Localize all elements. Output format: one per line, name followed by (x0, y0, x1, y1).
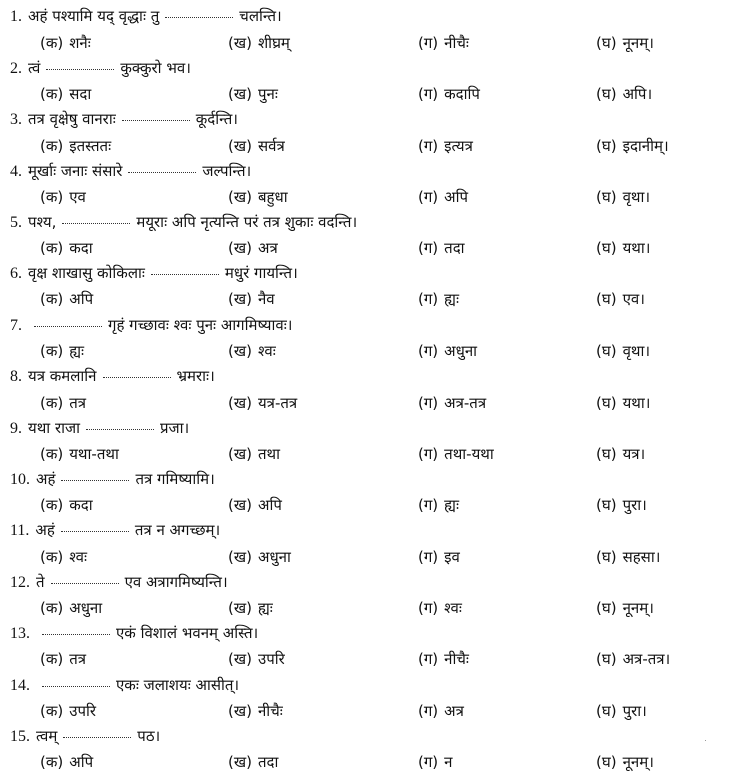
option-kha[interactable] (228, 749, 278, 775)
options-row-14 (0, 698, 744, 724)
option-gha[interactable] (596, 81, 652, 107)
option-text: तथा-यथा (444, 445, 494, 463)
option-text: बहुधा (257, 188, 288, 206)
option-gha[interactable] (596, 544, 660, 570)
option-label: (क) (40, 599, 64, 617)
answer-blank (122, 110, 190, 121)
option-ga[interactable] (418, 646, 469, 672)
option-text: तत्र (69, 650, 87, 668)
option-ka[interactable] (40, 492, 93, 518)
option-label: (ग) (418, 394, 439, 412)
option-ka[interactable] (40, 338, 84, 364)
question-number: 4. (10, 163, 22, 180)
option-kha[interactable] (228, 441, 280, 467)
option-label: (घ) (596, 34, 617, 52)
options-row-11 (0, 544, 744, 570)
question-text-before: पश्य, (28, 213, 57, 231)
option-text: नूनम्। (622, 599, 654, 617)
option-text: सहसा। (622, 548, 661, 566)
option-ga[interactable] (418, 81, 480, 107)
option-label: (घ) (596, 290, 617, 308)
option-text: पुरा। (622, 702, 647, 720)
option-kha[interactable] (228, 390, 297, 416)
option-text: अत्र-तत्र (444, 394, 487, 412)
option-label: (ग) (418, 445, 439, 463)
options-row-8 (0, 390, 744, 416)
option-ga[interactable] (418, 184, 468, 210)
options-row-15 (0, 749, 744, 775)
option-label: (ग) (418, 342, 439, 360)
question-number: 9. (10, 420, 22, 437)
option-kha[interactable] (228, 235, 278, 261)
question-number: 8. (10, 368, 22, 385)
question-number: 3. (10, 111, 22, 128)
option-label: (ख) (228, 445, 252, 463)
option-text: कदा (69, 496, 93, 514)
question-text-before: मूर्खाः जनाः संसारे (28, 162, 123, 180)
question-text-after: एकं विशालं भवनम् अस्ति। (116, 624, 259, 642)
option-text: एव (69, 188, 86, 206)
question-text-after: एकः जलाशयः आसीत्। (116, 676, 240, 694)
option-label: (ग) (418, 548, 439, 566)
option-text: अत्र (444, 702, 464, 720)
answer-blank (42, 676, 110, 687)
option-text: कदा (69, 239, 93, 257)
question-text-after: मधुरं गायन्ति। (224, 264, 298, 282)
option-text: इव (444, 548, 460, 566)
option-text: उपरि (69, 702, 96, 720)
answer-blank (34, 316, 102, 327)
option-label: (घ) (596, 342, 617, 360)
option-text: नीचैः (444, 34, 469, 52)
option-label: (घ) (596, 548, 617, 566)
option-text: यत्र-तत्र (257, 394, 298, 412)
options-row-13 (0, 646, 744, 672)
question-15 (10, 723, 160, 749)
option-label: (क) (40, 290, 64, 308)
option-label: (ग) (418, 85, 439, 103)
question-text-before: ते (36, 573, 45, 591)
question-number: 2. (10, 60, 22, 77)
option-ka[interactable] (40, 749, 93, 775)
option-label: (घ) (596, 753, 617, 771)
option-ga[interactable] (418, 338, 477, 364)
option-label: (ग) (418, 753, 439, 771)
option-kha[interactable] (228, 492, 282, 518)
question-number: 14. (10, 677, 30, 694)
option-text: वृथा। (622, 188, 651, 206)
options-row-7 (0, 338, 744, 364)
option-label: (क) (40, 85, 64, 103)
option-kha[interactable] (228, 338, 276, 364)
option-label: (ग) (418, 702, 439, 720)
option-label: (ख) (228, 753, 252, 771)
question-number: 6. (10, 265, 22, 282)
option-gha[interactable] (596, 749, 654, 775)
option-text: नूनम्। (622, 753, 654, 771)
question-text-before: त्वम् (36, 727, 58, 745)
option-gha[interactable] (596, 184, 650, 210)
option-gha[interactable] (596, 595, 654, 621)
option-label: (घ) (596, 137, 617, 155)
question-6 (10, 260, 298, 286)
option-label: (ख) (228, 548, 252, 566)
option-label: (ख) (228, 137, 252, 155)
question-7 (10, 312, 292, 338)
option-label: (ख) (228, 34, 252, 52)
question-text-after: कूर्दन्ति। (195, 110, 238, 128)
question-text-after: प्रजा। (159, 419, 190, 437)
options-row-9 (0, 441, 744, 467)
answer-blank (51, 573, 119, 584)
option-label: (क) (40, 137, 64, 155)
question-text-before: तत्र वृक्षेषु वानराः (28, 110, 116, 128)
option-label: (क) (40, 34, 64, 52)
options-row-4 (0, 184, 744, 210)
option-kha[interactable] (228, 133, 285, 159)
option-text: नैव (257, 290, 275, 308)
option-text: वृथा। (622, 342, 651, 360)
option-text: यथा-तथा (69, 445, 119, 463)
question-text-before: त्वं (28, 59, 41, 77)
option-text: अपि। (622, 85, 653, 103)
option-text: अपि (444, 188, 469, 206)
options-row-12 (0, 595, 744, 621)
question-text-after: कुक्कुरो भव। (120, 59, 191, 77)
option-gha[interactable] (596, 286, 645, 312)
option-gha[interactable] (596, 235, 650, 261)
option-kha[interactable] (228, 698, 283, 724)
option-label: (ख) (228, 599, 252, 617)
option-text: यत्र। (622, 445, 646, 463)
option-text: ह्यः (444, 290, 459, 308)
option-text: श्वः (69, 548, 87, 566)
option-text: सर्वत्र (257, 137, 285, 155)
option-label: (घ) (596, 239, 617, 257)
option-gha[interactable] (596, 30, 654, 56)
option-ga[interactable] (418, 749, 452, 775)
option-label: (घ) (596, 496, 617, 514)
question-number: 13. (10, 625, 30, 642)
option-ka[interactable] (40, 646, 86, 672)
option-text: तत्र (69, 394, 87, 412)
option-text: ह्यः (69, 342, 85, 360)
question-14 (10, 672, 239, 698)
option-gha[interactable] (596, 441, 645, 467)
scan-speck (705, 740, 706, 741)
option-text: सदा (69, 85, 92, 103)
option-ka[interactable] (40, 30, 91, 56)
question-5 (10, 209, 357, 235)
option-ga[interactable] (418, 698, 464, 724)
option-text: अपि (69, 753, 94, 771)
option-ga[interactable] (418, 492, 459, 518)
option-text: शीघ्रम् (257, 34, 290, 52)
option-label: (ग) (418, 188, 439, 206)
option-label: (ख) (228, 188, 252, 206)
option-label: (ग) (418, 34, 439, 52)
option-kha[interactable] (228, 595, 273, 621)
option-kha[interactable] (228, 286, 275, 312)
answer-blank (128, 162, 196, 173)
option-text: इत्यत्र (444, 137, 473, 155)
option-ka[interactable] (40, 390, 86, 416)
options-row-1 (0, 30, 744, 56)
question-text-after: भ्रमराः। (176, 367, 215, 385)
option-label: (ग) (418, 239, 439, 257)
option-label: (ख) (228, 394, 252, 412)
option-gha[interactable] (596, 492, 647, 518)
option-label: (ख) (228, 702, 252, 720)
option-label: (ग) (418, 137, 439, 155)
option-text: इदानीम्। (622, 137, 669, 155)
option-ka[interactable] (40, 595, 102, 621)
answer-blank (151, 264, 219, 275)
option-label: (ख) (228, 290, 252, 308)
question-9 (10, 415, 189, 441)
option-label: (क) (40, 188, 64, 206)
option-kha[interactable] (228, 81, 278, 107)
option-label: (क) (40, 548, 64, 566)
option-text: इतस्ततः (69, 137, 112, 155)
option-text: कदापि (444, 85, 480, 103)
question-text-after: गृहं गच्छावः श्वः पुनः आगमिष्यावः। (108, 316, 293, 334)
question-text-before: यत्र कमलानि (28, 367, 97, 385)
option-text: अधुना (257, 548, 291, 566)
question-text-after: मयूराः अपि नृत्यन्ति परं तत्र शुकाः वदन्ति। (136, 213, 358, 231)
option-ga[interactable] (418, 441, 494, 467)
option-label: (घ) (596, 650, 617, 668)
question-1 (10, 3, 282, 29)
answer-blank (46, 59, 114, 70)
question-text-after: जल्पन्ति। (202, 162, 252, 180)
option-label: (घ) (596, 445, 617, 463)
answer-blank (165, 7, 233, 18)
question-4 (10, 158, 251, 184)
question-text-after: एव अत्रागमिष्यन्ति। (124, 573, 228, 591)
question-text-before: अहं (35, 521, 55, 539)
question-text-after: चलन्ति। (239, 7, 282, 25)
option-ka[interactable] (40, 441, 119, 467)
option-ga[interactable] (418, 286, 459, 312)
question-number: 7. (10, 317, 22, 334)
option-text: अधुना (444, 342, 478, 360)
answer-blank (61, 521, 129, 532)
option-ka[interactable] (40, 286, 93, 312)
question-text-after: तत्र न अगच्छम्। (134, 521, 221, 539)
option-text: पुरा। (622, 496, 647, 514)
option-text: तदा (257, 753, 279, 771)
question-10 (10, 466, 215, 492)
options-row-3 (0, 133, 744, 159)
option-label: (क) (40, 650, 64, 668)
question-12 (10, 569, 228, 595)
option-label: (क) (40, 239, 64, 257)
option-label: (ग) (418, 290, 439, 308)
option-label: (ग) (418, 599, 439, 617)
option-label: (क) (40, 394, 64, 412)
question-text-before: वृक्ष शाखासु कोकिलाः (28, 264, 145, 282)
question-number: 15. (10, 728, 30, 745)
question-8 (10, 363, 215, 389)
option-ga[interactable] (418, 595, 462, 621)
question-number: 1. (10, 8, 22, 25)
options-row-2 (0, 81, 744, 107)
option-kha[interactable] (228, 544, 291, 570)
option-text: शनैः (69, 34, 91, 52)
question-13 (10, 620, 258, 646)
option-ga[interactable] (418, 235, 465, 261)
option-kha[interactable] (228, 184, 288, 210)
option-ka[interactable] (40, 133, 111, 159)
question-text-before: अहं (36, 470, 56, 488)
option-text: ह्यः (257, 599, 273, 617)
answer-blank (86, 419, 154, 430)
option-ka[interactable] (40, 184, 86, 210)
option-text: नीचैः (444, 650, 469, 668)
question-number: 11. (10, 522, 30, 539)
option-gha[interactable] (596, 338, 650, 364)
option-text: यथा। (622, 394, 651, 412)
option-text: ह्यः (444, 496, 459, 514)
option-text: तदा (444, 239, 465, 257)
option-kha[interactable] (228, 646, 285, 672)
option-text: नीचैः (257, 702, 283, 720)
option-label: (घ) (596, 702, 617, 720)
option-ga[interactable] (418, 133, 473, 159)
option-ga[interactable] (418, 544, 460, 570)
option-label: (ख) (228, 496, 252, 514)
option-text: अत्र-तत्र। (622, 650, 671, 668)
option-label: (घ) (596, 85, 617, 103)
option-label: (क) (40, 753, 64, 771)
option-text: अपि (69, 290, 94, 308)
option-label: (ख) (228, 650, 252, 668)
question-2 (10, 55, 191, 81)
option-label: (क) (40, 496, 64, 514)
options-row-5 (0, 235, 744, 261)
answer-blank (61, 470, 129, 481)
question-number: 5. (10, 214, 22, 231)
question-text-before: अहं पश्यामि यद् वृद्धाः तु (28, 7, 160, 25)
option-ka[interactable] (40, 544, 87, 570)
answer-blank (62, 213, 130, 224)
option-label: (ग) (418, 496, 439, 514)
option-label: (घ) (596, 188, 617, 206)
option-gha[interactable] (596, 698, 647, 724)
option-gha[interactable] (596, 646, 670, 672)
answer-blank (42, 624, 110, 635)
option-text: अधुना (69, 599, 103, 617)
option-gha[interactable] (596, 390, 650, 416)
option-label: (घ) (596, 394, 617, 412)
question-text-before: यथा राजा (28, 419, 80, 437)
option-ga[interactable] (418, 390, 486, 416)
option-text: यथा। (622, 239, 651, 257)
question-number: 10. (10, 471, 30, 488)
option-gha[interactable] (596, 133, 669, 159)
option-text: श्वः (444, 599, 462, 617)
option-text: न (444, 753, 453, 771)
option-label: (क) (40, 342, 64, 360)
option-label: (घ) (596, 599, 617, 617)
option-text: नूनम्। (622, 34, 654, 52)
option-label: (ग) (418, 650, 439, 668)
option-ka[interactable] (40, 698, 96, 724)
option-ka[interactable] (40, 81, 91, 107)
option-text: अपि (257, 496, 282, 514)
question-text-after: पठ। (137, 727, 161, 745)
options-row-6 (0, 286, 744, 312)
option-ga[interactable] (418, 30, 469, 56)
question-number: 12. (10, 574, 30, 591)
option-text: तथा (257, 445, 281, 463)
option-label: (ख) (228, 85, 252, 103)
option-label: (ख) (228, 239, 252, 257)
option-label: (क) (40, 445, 64, 463)
option-kha[interactable] (228, 30, 290, 56)
question-11 (10, 517, 220, 543)
answer-blank (63, 727, 131, 738)
option-text: श्वः (257, 342, 276, 360)
option-label: (ख) (228, 342, 252, 360)
option-text: अत्र (257, 239, 278, 257)
options-row-10 (0, 492, 744, 518)
option-text: उपरि (257, 650, 285, 668)
option-text: पुनः (257, 85, 278, 103)
option-ka[interactable] (40, 235, 93, 261)
option-label: (क) (40, 702, 64, 720)
question-text-after: तत्र गमिष्यामि। (135, 470, 215, 488)
option-text: एव। (622, 290, 645, 308)
question-3 (10, 106, 238, 132)
answer-blank (103, 367, 171, 378)
